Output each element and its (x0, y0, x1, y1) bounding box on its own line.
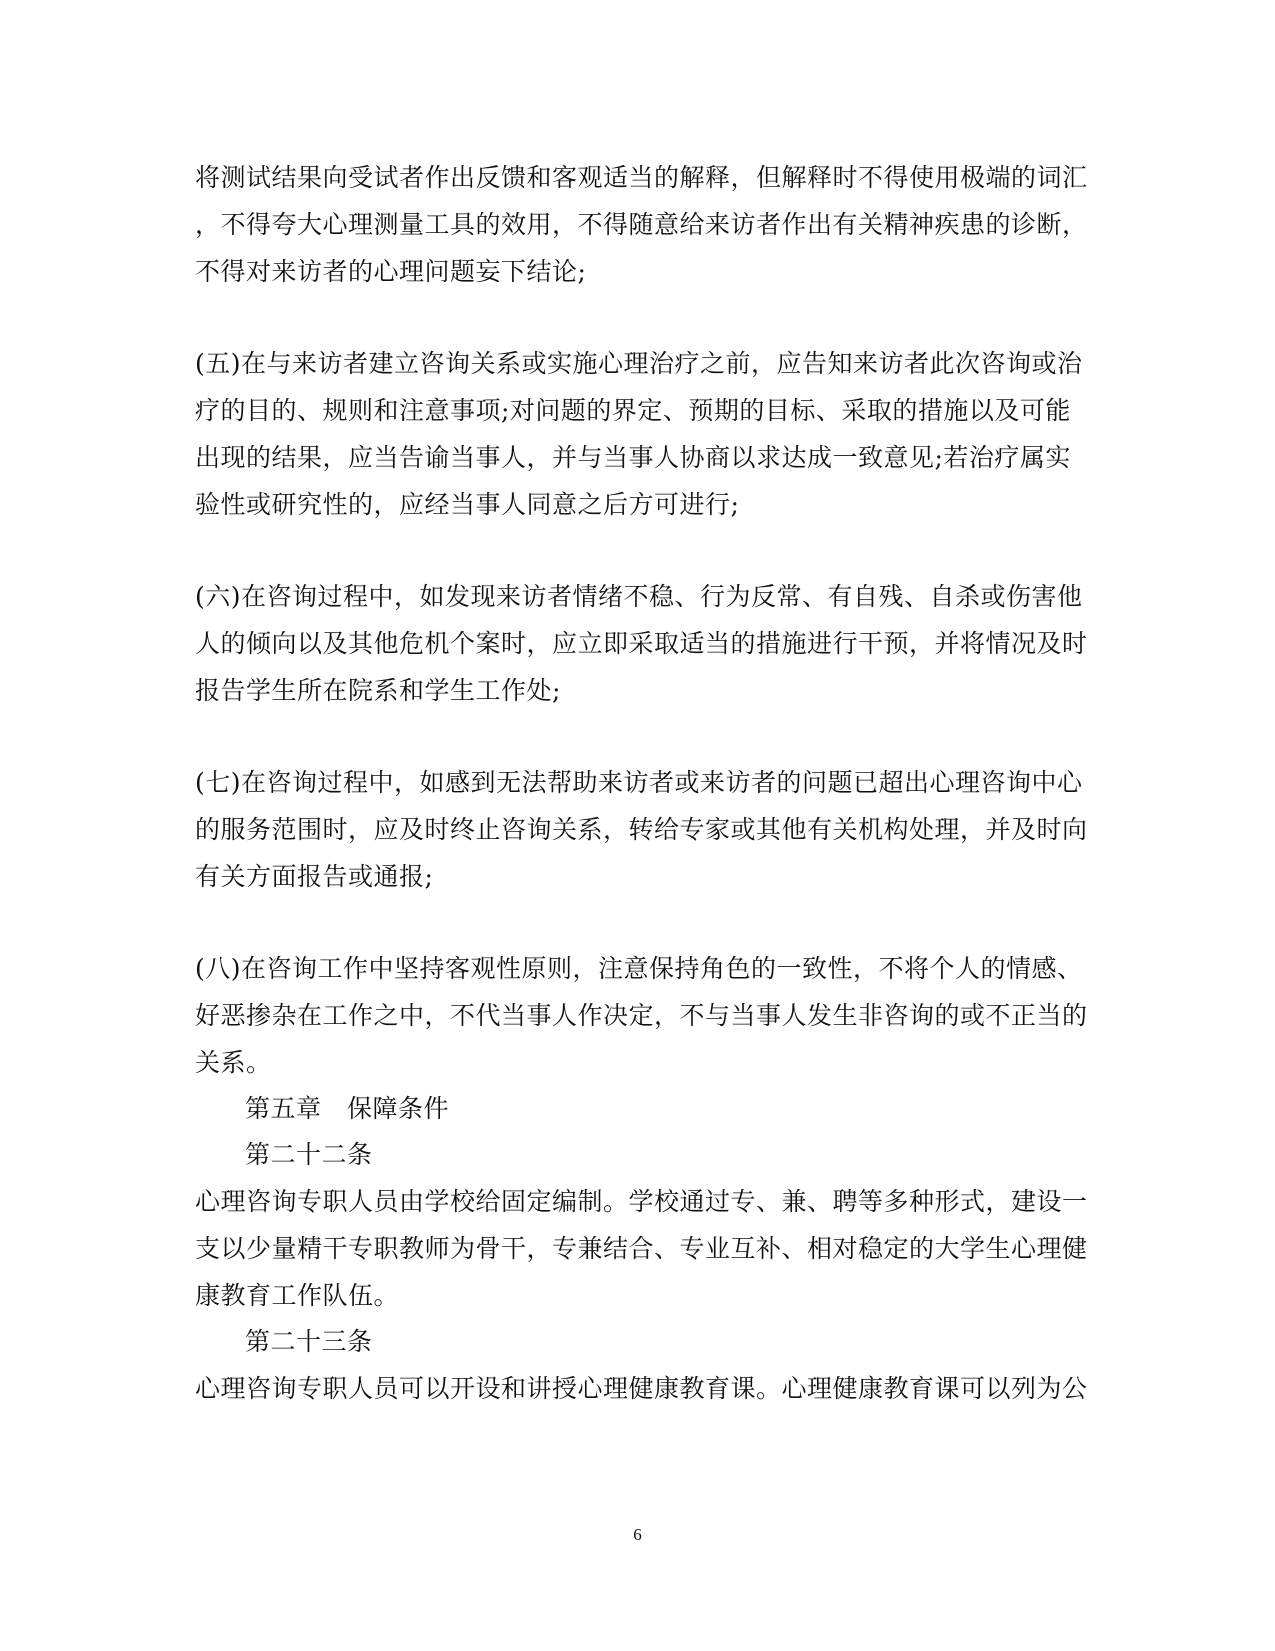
paragraph-line: (五)在与来访者建立咨询关系或实施心理治疗之前，应告知来访者此次咨询或治 (195, 349, 1083, 378)
paragraph-line: (七)在咨询过程中，如感到无法帮助来访者或来访者的问题已超出心理咨询中心 (195, 768, 1083, 797)
paragraph-line: 不得对来访者的心理问题妄下结论; (195, 257, 587, 286)
paragraph-line: 心理咨询专职人员可以开设和讲授心理健康教育课。心理健康教育课可以列为公 (195, 1374, 1088, 1403)
paragraph-line: 出现的结果，应当告谕当事人，并与当事人协商以求达成一致意见;若治疗属实 (195, 443, 1071, 472)
chapter-heading: 第五章 保障条件 (245, 1094, 450, 1123)
paragraph-line: 支以少量精干专职教师为骨干，专兼结合、专业互补、相对稳定的大学生心理健 (195, 1234, 1088, 1263)
paragraph-line: 疗的目的、规则和注意事项;对问题的界定、预期的目标、采取的措施以及可能 (195, 396, 1071, 425)
paragraph-line: 验性或研究性的，应经当事人同意之后方可进行; (195, 490, 740, 519)
paragraph-line: 将测试结果向受试者作出反馈和客观适当的解释，但解释时不得使用极端的词汇 (195, 163, 1088, 192)
paragraph-line: 心理咨询专职人员由学校给固定编制。学校通过专、兼、聘等多种形式，建设一 (195, 1187, 1088, 1216)
paragraph-line: 报告学生所在院系和学生工作处; (195, 676, 561, 705)
page-number: 6 (633, 1525, 642, 1544)
article-heading: 第二十二条 (245, 1140, 373, 1169)
paragraph-line: (八)在咨询工作中坚持客观性原则，注意保持角色的一致性，不将个人的情感、 (195, 954, 1083, 983)
article-heading: 第二十三条 (245, 1327, 373, 1356)
paragraph-line: 关系。 (195, 1048, 272, 1077)
paragraph-line: ，不得夸大心理测量工具的效用，不得随意给来访者作出有关精神疾患的诊断， (195, 210, 1088, 239)
paragraph-line: 的服务范围时，应及时终止咨询关系，转给专家或其他有关机构处理，并及时向 (195, 815, 1088, 844)
paragraph-line: 好恶掺杂在工作之中，不代当事人作决定，不与当事人发生非咨询的或不正当的 (195, 1001, 1088, 1030)
paragraph-line: (六)在咨询过程中，如发现来访者情绪不稳、行为反常、有自残、自杀或伤害他 (195, 582, 1083, 611)
paragraph-line: 康教育工作队伍。 (195, 1281, 400, 1310)
paragraph-line: 人的倾向以及其他危机个案时，应立即采取适当的措施进行干预，并将情况及时 (195, 629, 1088, 658)
paragraph-line: 有关方面报告或通报; (195, 862, 434, 891)
